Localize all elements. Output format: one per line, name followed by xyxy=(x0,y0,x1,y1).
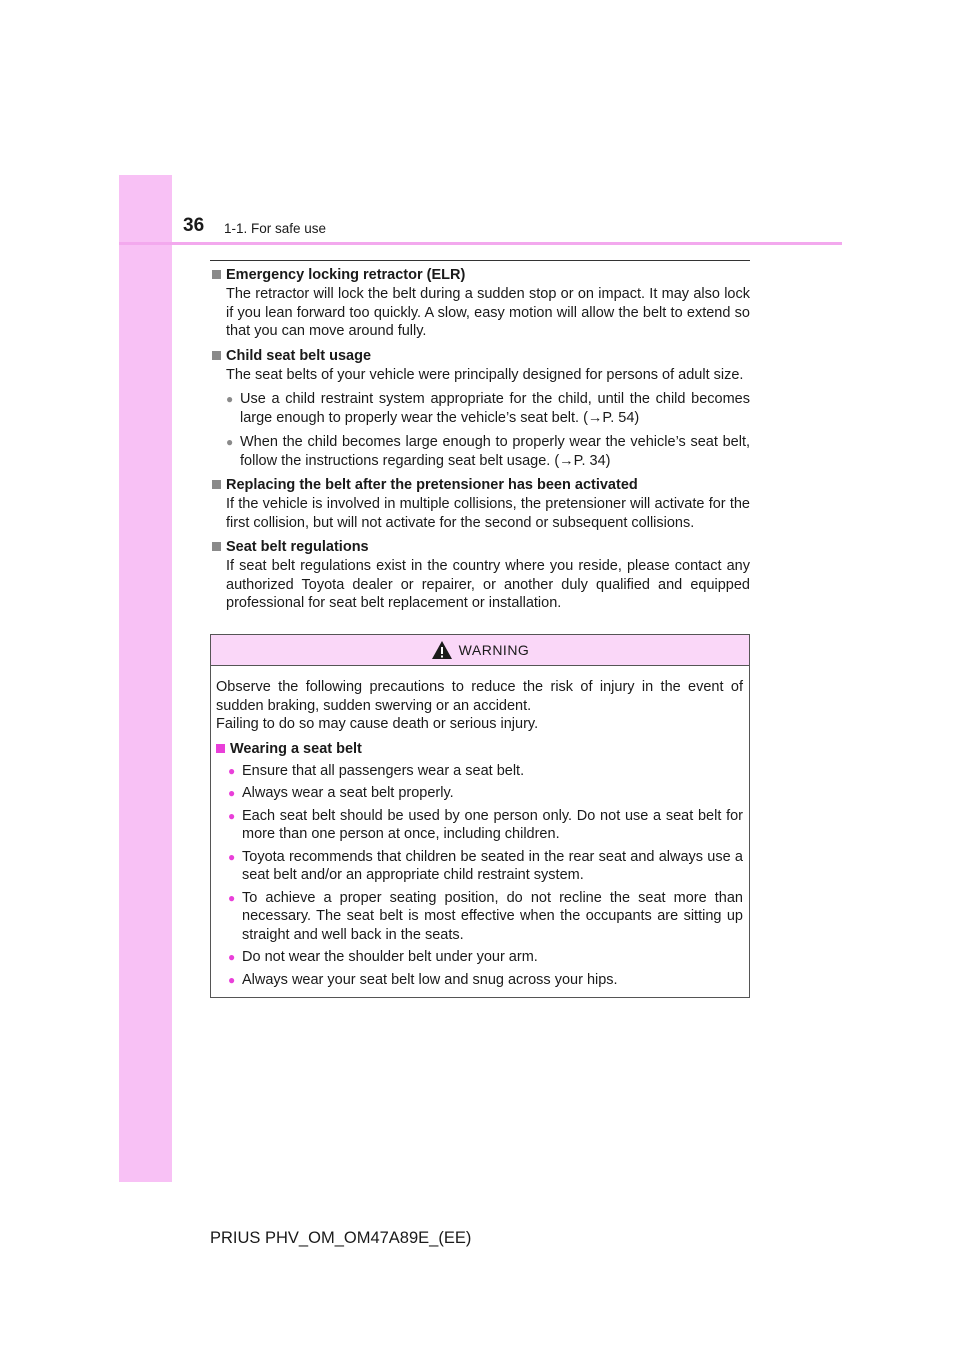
header-rule xyxy=(119,242,842,245)
square-bullet-icon xyxy=(212,351,221,360)
section-heading: Replacing the belt after the pretensioner has been activated xyxy=(226,477,638,493)
section-heading: Emergency locking retractor (ELR) xyxy=(226,267,466,283)
warning-header xyxy=(211,635,749,666)
side-band xyxy=(119,175,172,1182)
circle-bullet-icon: ● xyxy=(228,763,236,778)
section-text: If seat belt regulations exist in the country where you reside, please contact any authorized Toyota dealer or repairer, or another duly qualified and equipped professional for seat belt replacement or installation. xyxy=(226,558,750,611)
list-item: ● Do not wear the shoulder belt under your arm. xyxy=(228,949,538,965)
section-text: If the vehicle is involved in multiple collisions, the pretensioner will activate for the first collision, but will not activate for the second or subsequent collisions. xyxy=(226,496,750,531)
list-item: ● When the child becomes large enough to properly wear the vehicle’s seat belt, follow the instructions regarding seat belt usage. (→P. 34) xyxy=(226,434,750,469)
list-item: ● Toyota recommends that children be seated in the rear seat and always use a seat belt and/or an appropriate child restraint system. xyxy=(228,848,743,883)
list-item: ● Always wear a seat belt properly. xyxy=(228,785,454,801)
circle-bullet-icon: ● xyxy=(228,950,236,964)
circle-bullet-icon: ● xyxy=(226,392,234,406)
warning-intro-consequence: Failing to do so may cause death or serious injury. xyxy=(216,716,539,732)
section-child-seat-belt xyxy=(212,347,750,471)
circle-bullet-icon: ● xyxy=(228,890,236,905)
warning-title: WARNING xyxy=(458,642,530,658)
warning-intro: Observe the following precautions to reduce the risk of injury in the event of sudden braking, sudden swerving or an accident. xyxy=(216,679,743,714)
list-item: ● Each seat belt should be used by one person only. Do not use a seat belt for more than one person at once, including children. xyxy=(228,807,743,842)
list-item: ● Use a child restraint system appropriate for the child, until the child becomes large enough to properly wear the vehicle’s seat belt. (→P. 54) xyxy=(226,391,750,426)
square-bullet-icon xyxy=(212,270,221,279)
circle-bullet-icon: ● xyxy=(228,972,236,987)
content-top-rule xyxy=(210,260,750,261)
page-number: 36 xyxy=(183,215,205,236)
circle-bullet-icon: ● xyxy=(228,786,236,800)
warning-subheading: Wearing a seat belt xyxy=(230,740,362,757)
section-regulations xyxy=(212,538,750,613)
section-heading: Seat belt regulations xyxy=(226,539,369,555)
section-text: The seat belts of your vehicle were principally designed for persons of adult size. xyxy=(226,366,744,383)
main-content xyxy=(212,266,750,619)
section-label: 1-1. For safe use xyxy=(224,221,327,236)
section-pretensioner xyxy=(212,476,750,532)
warning-triangle-icon xyxy=(431,640,453,660)
section-elr xyxy=(212,266,750,341)
square-bullet-icon xyxy=(212,542,221,551)
warning-body xyxy=(211,666,749,989)
square-bullet-icon xyxy=(212,480,221,489)
warning-box xyxy=(210,634,750,998)
list-item: ● Always wear your seat belt low and snug across your hips. xyxy=(228,971,618,988)
section-heading: Child seat belt usage xyxy=(226,347,372,364)
section-text: The retractor will lock the belt during a sudden stop or on impact. It may also lock if you lean forward too quickly. A slow, easy motion will allow the belt to extend so that you can move around fully. xyxy=(226,286,750,339)
circle-bullet-icon: ● xyxy=(228,849,236,864)
footer-document-code: PRIUS PHV_OM_OM47A89E_(EE) xyxy=(210,1229,472,1247)
square-bullet-icon xyxy=(216,744,225,753)
list-item: ● To achieve a proper seating position, do not recline the seat more than necessary. The seat belt is most effective when the occupants are sitting up straight and well back in the seats. xyxy=(228,889,743,943)
list-item: ● Ensure that all passengers wear a seat belt. xyxy=(228,762,525,779)
circle-bullet-icon: ● xyxy=(228,808,236,823)
circle-bullet-icon: ● xyxy=(226,435,234,449)
